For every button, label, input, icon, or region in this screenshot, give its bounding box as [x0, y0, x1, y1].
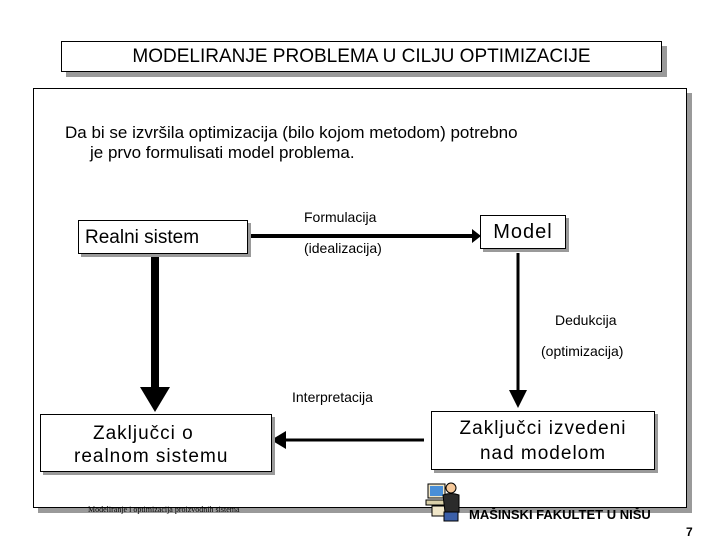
- faculty-footer: MAŠINSKI FAKULTET U NIŠU: [469, 507, 651, 522]
- deduction-arrow-head: [509, 390, 527, 408]
- conclusions-model-line-2: nad modelom: [479, 443, 607, 464]
- deduction-sub-label: (optimizacija): [541, 343, 624, 359]
- conclusions-real-line-2: realnom sistemu: [74, 446, 229, 467]
- conclusions-real-node: [40, 414, 272, 472]
- page-number: 7: [686, 525, 693, 539]
- slide-title: MODELIRANJE PROBLEMA U CILJU OPTIMIZACIJE: [132, 46, 591, 67]
- interpretation-arrow-head: [271, 431, 286, 449]
- model-label: Model: [493, 221, 553, 243]
- real-system-node: [78, 220, 248, 254]
- model-node: [480, 215, 566, 249]
- conclusions-real-line-1: Zaključci o: [93, 423, 194, 444]
- conclusions-model-line-1: Zaključci izvedeni: [459, 418, 627, 439]
- reality-arrow: [140, 257, 170, 412]
- conclusions-model-node: [431, 411, 655, 470]
- interpretation-label: Interpretacija: [292, 389, 373, 405]
- formulation-sub-label: (idealizacija): [304, 240, 382, 256]
- deduction-label: Dedukcija: [555, 312, 617, 328]
- real-system-label: Realni sistem: [85, 227, 200, 248]
- formulation-label: Formulacija: [304, 209, 377, 225]
- course-footer: Modeliranje i optimizacija proizvodnih sistema: [88, 505, 240, 514]
- intro-line-1: Da bi se izvršila optimizacija (bilo kojom metodom) potrebno: [65, 123, 518, 142]
- intro-line-2: je prvo formulisati model problema.: [90, 143, 355, 162]
